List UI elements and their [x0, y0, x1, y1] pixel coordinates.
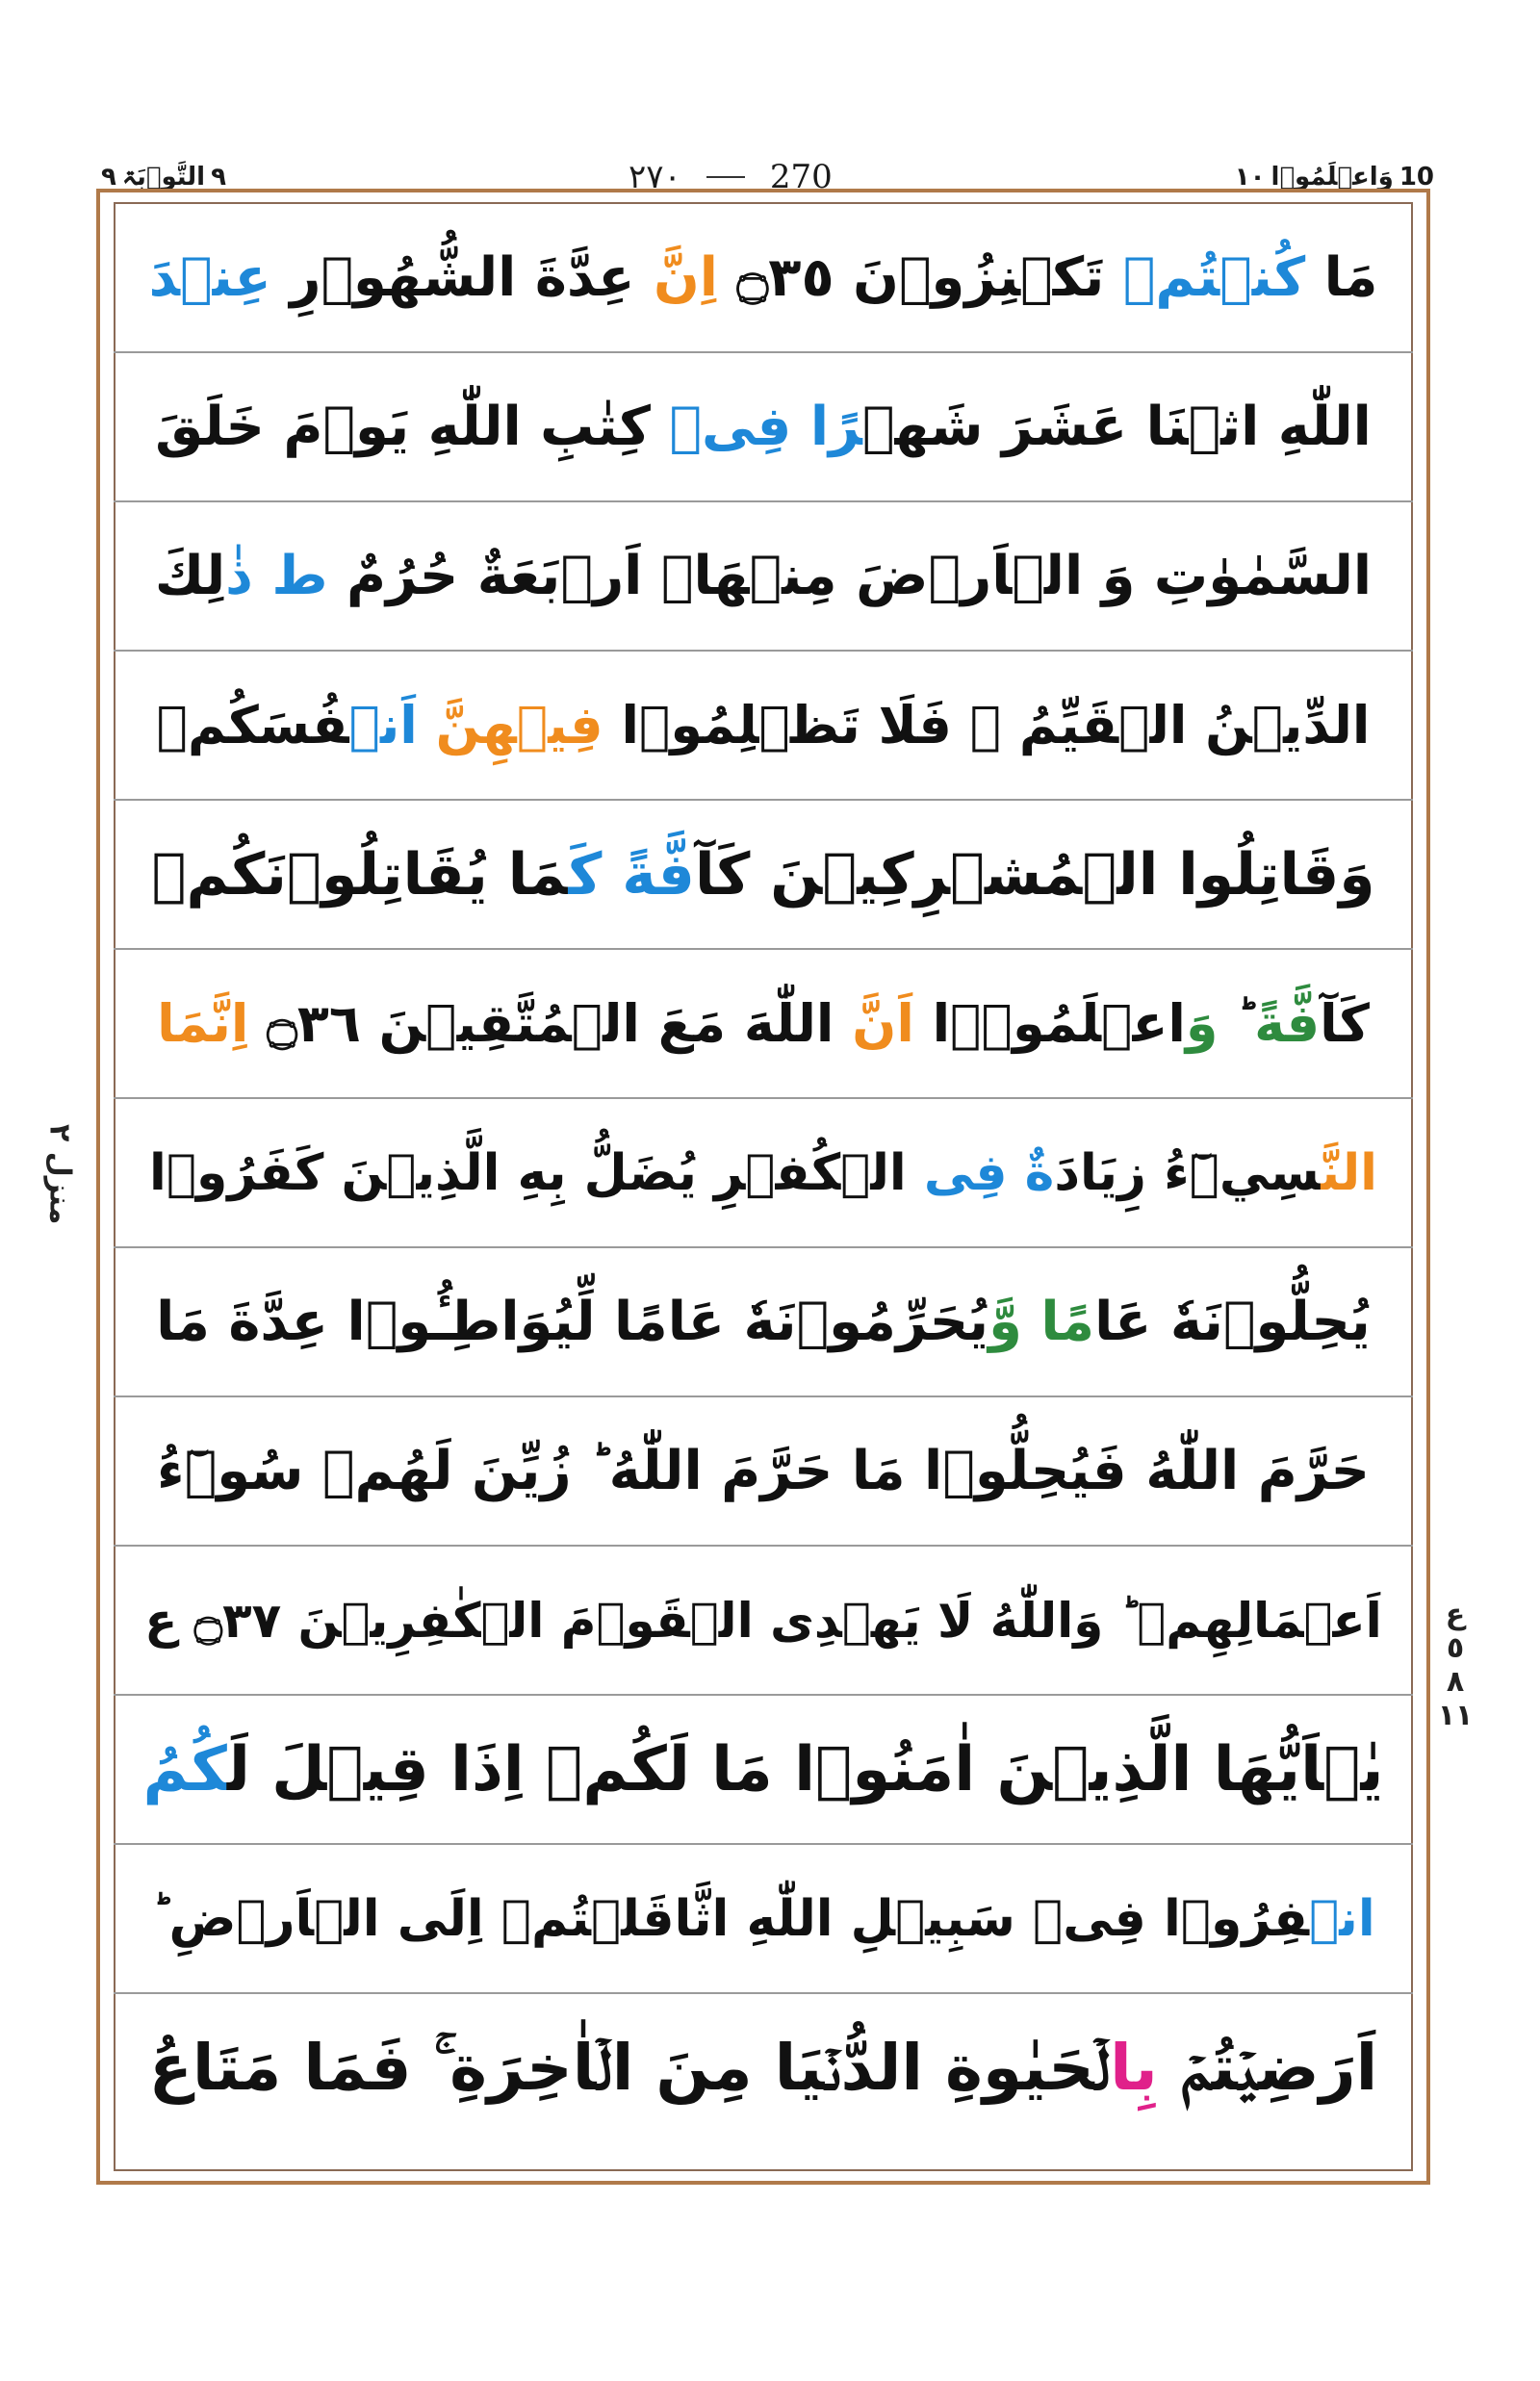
text-segment: ط: [252, 545, 346, 607]
text-segment: لِكَ: [154, 545, 226, 607]
text-segment: اَرَضِيۡتُمۡ: [1157, 2031, 1378, 2105]
text-segment: وَ: [1185, 993, 1219, 1054]
text-segment: حَرَّمَ اللّٰهُ فَيُحِلُّوۡا مَا حَرَّمَ اللّٰهُ ؕ زُيِّنَ لَهُمۡ سُوۡٓءُ: [157, 1440, 1370, 1502]
text-line: [114, 204, 1413, 353]
text-segment: انۡ: [1309, 1889, 1375, 1948]
header-surah-num-ar: ٩: [101, 163, 116, 192]
ayah-line-text: [144, 1593, 1382, 1649]
text-segment: ذٰ: [225, 545, 253, 607]
header-rule-mid: [706, 176, 745, 178]
ayah-line-text: [142, 1734, 1383, 1805]
header-para-num: 10: [1399, 163, 1435, 192]
text-segment: فِرُوۡا فِىۡ سَبِيۡلِ اللّٰهِ اثَّاقَلۡتُمۡ اِلَى الۡاَرۡضِ ؕ: [151, 1889, 1310, 1948]
ayah-line-text: [151, 841, 1374, 909]
ayah-line-text: [149, 2031, 1378, 2107]
text-segment: اِنَّمَا: [157, 993, 249, 1054]
text-segment: لۡحَيٰوةِ الدُّنۡيَا مِنَ الۡاٰخِرَةِ ۚ فَمَا مَتَاعُ: [148, 2031, 1111, 2105]
text-line: [114, 1696, 1413, 1845]
ayah-line-text: [149, 1144, 1377, 1202]
text-line: [114, 1248, 1413, 1397]
text-segment: فَّةً: [1254, 993, 1321, 1054]
text-line: [114, 502, 1413, 652]
text-segment: بِا: [1110, 2031, 1158, 2105]
text-segment: الدِّيۡنُ الۡقَيِّمُ ۙ فَلَا تَظۡلِمُوۡا: [603, 695, 1371, 755]
header-surah-name: التَّوۡبَۃ: [121, 163, 206, 192]
ruku-marker: ع ٥ ٨ ١١: [1437, 1598, 1474, 1732]
ayah-line-text: [155, 545, 1372, 607]
text-line: [114, 1547, 1413, 1696]
text-segment: فِيۡهِنَّ: [435, 695, 603, 755]
text-segment: عِدَّةَ الشُّهُوۡرِ: [270, 246, 654, 309]
header-surah-num: ٩: [211, 163, 226, 192]
text-segment: سِيۡٓءُ زِيَادَ: [1054, 1143, 1322, 1202]
header-para-label: [1235, 163, 1434, 192]
text-line: [114, 1099, 1413, 1248]
text-segment: كَآ: [1320, 993, 1370, 1054]
text-segment: يُحِلُّوۡنَهٗ عَا: [1094, 1291, 1371, 1353]
text-line: [114, 801, 1413, 950]
text-segment: يُحَرِّمُوۡنَهٗ عَامًا لِّيُوَاطِـُٔوۡا عِدَّةَ مَا: [156, 1291, 989, 1353]
manzil-marker: منزل ٢: [42, 1123, 77, 1225]
text-segment: اِنَّ: [653, 246, 718, 309]
text-segment: اللّٰهَ مَعَ الۡمُتَّقِيۡنَ ۝٣٦: [248, 993, 853, 1054]
text-segment: النَّ: [1321, 1143, 1377, 1202]
text-segment: مًا وَّ: [988, 1291, 1095, 1353]
header-page-number-en: 270: [769, 158, 833, 196]
text-segment: اَنَّ: [852, 993, 914, 1054]
text-segment: الۡكُفۡرِ يُضَلُّ بِهِ الَّذِيۡنَ كَفَرُوۡا: [149, 1143, 924, 1202]
text-segment: رًا فِىۡ: [669, 396, 862, 458]
text-segment: السَّمٰوٰتِ وَ الۡاَرۡضَ مِنۡهَاۤ اَرۡبَعَةٌ حُرُمٌ: [346, 545, 1373, 607]
ayah-line-text: [151, 1890, 1374, 1948]
text-segment: ؕ: [1218, 993, 1255, 1054]
ayah-line-text: [157, 1440, 1370, 1502]
text-segment: تَكۡنِزُوۡنَ ۝٣٥: [717, 246, 1123, 309]
header-page-number-ar: ٢٧٠: [629, 158, 681, 196]
text-segment: فُسَكُمۡ: [156, 695, 349, 755]
text-segment: اَعۡمَالِهِمۡ ؕ وَاللّٰهُ لَا يَهۡدِى الۡقَوۡمَ الۡكٰفِرِيۡنَ ۝٣٧ ع: [144, 1592, 1382, 1649]
text-line: [114, 950, 1413, 1099]
text-segment: فَّةً كَ: [568, 840, 695, 909]
text-segment: اللّٰهِ اثۡنَا عَشَرَ شَهۡ: [861, 396, 1372, 458]
text-line: [114, 1397, 1413, 1547]
text-segment: اعۡلَمُوۡۤا: [913, 993, 1186, 1054]
text-segment: مَا يُقَاتِلُوۡنَكُمۡ: [151, 840, 569, 909]
text-segment: كِتٰبِ اللّٰهِ يَوۡمَ خَلَقَ: [155, 396, 670, 458]
text-segment: كُنۡتُمۡ: [1122, 246, 1306, 309]
ayah-line-text: [157, 695, 1371, 755]
text-segment: مَا: [1305, 246, 1378, 309]
text-line: [114, 1845, 1413, 1994]
ayah-line-text: [149, 246, 1378, 309]
text-line: [114, 1994, 1413, 2143]
text-segment: عِنۡدَ: [148, 246, 271, 309]
header-para-name: وَاعۡلَمُوۡا: [1270, 163, 1394, 192]
header-surah-label: [101, 163, 226, 192]
text-segment: كُمُ: [142, 1733, 227, 1805]
text-line: [114, 652, 1413, 801]
text-segment: ةٌ فِى: [923, 1143, 1055, 1202]
text-segment: يٰۤاَيُّهَا الَّذِيۡنَ اٰمَنُوۡا مَا لَكُمۡ اِذَا قِيۡلَ لَ: [226, 1733, 1384, 1805]
text-segment: وَقَاتِلُوا الۡمُشۡرِكِيۡنَ كَآ: [694, 840, 1375, 909]
text-segment: اَنۡ: [348, 695, 436, 755]
header-para-num-ar: ١٠: [1234, 163, 1266, 192]
ayah-line-text: [157, 993, 1370, 1054]
ayah-line-text: [155, 396, 1372, 458]
ayah-line-text: [156, 1291, 1371, 1353]
text-line: [114, 353, 1413, 502]
